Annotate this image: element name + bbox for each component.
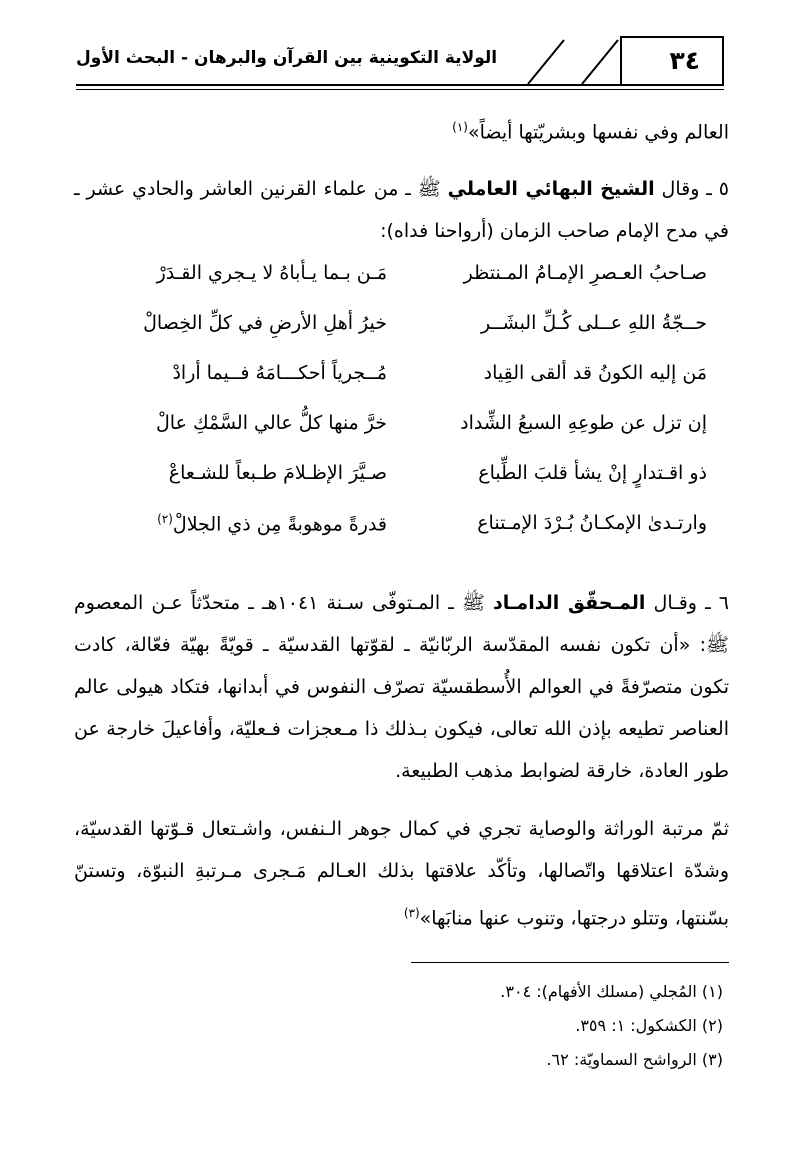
poem-verse	[87, 262, 707, 312]
verse-second-hemistich	[87, 512, 387, 535]
poem	[87, 262, 707, 562]
verse-second-hemistich: مَـن بـما يـأباهُ لا يـجري القـدَرْ	[156, 262, 387, 284]
paragraph-damad	[74, 582, 729, 792]
paragraph-bahai	[74, 168, 729, 252]
poem-verse	[87, 312, 707, 362]
hemistich-text: قدرةً موهوبةً مِن ذي الجلالْ	[172, 513, 387, 536]
footnote-separator	[411, 962, 729, 963]
footnote-ref: (١)	[452, 120, 468, 134]
footnote: (٢) الكشكول: ١: ٣٥٩.	[575, 1016, 723, 1035]
footnote: (١) المُجلي (مسلك الأفهام): ٣٠٤.	[500, 982, 723, 1001]
verse-first-hemistich: مَن إليه الكونُ قد ألقى القِياد	[483, 362, 707, 384]
running-title: الولاية التكوينية بين القرآن والبرهان - البحث الأول	[76, 48, 498, 68]
paragraph-text: ﷺ ـ المـتوفّى سـنة ١٠٤١هـ ـ متحدّثاً عـن المعصوم ﷺ: «أن تكون نفسه المقدّسة الربّانيّة ـ لقوّتها القدسيّة ـ قويّةً بهيّة فعّالة، كادت تكون متصرّفةً في العوالم الأُسطقسيّة تصرّف النفوس في أبدانها، فتكاد هيولى عالم العناصر تطيعه بإذن الله تعالى، فيكون بـذلك ذا مـعجزات فـعليّة، وأفاعيلَ خارجة عن طور العادة، خارقة لضوابط مذهب الطبيعة.	[74, 592, 729, 782]
paragraph-continuation	[74, 106, 729, 153]
verse-first-hemistich: ذو اقـتدارٍ إنْ يشأ قلبَ الطِّباع	[478, 462, 707, 484]
poem-verse	[87, 462, 707, 512]
poem-verse	[87, 412, 707, 462]
verse-second-hemistich: خرَّ منها كلُّ عالي السَّمْكِ عالْ	[155, 412, 387, 434]
verse-second-hemistich: مُــجرياً أحكـــامَهُ فــيما أرادْ	[172, 362, 387, 384]
verse-first-hemistich: إن تزل عن طوعِهِ السبعُ الشِّداد	[460, 412, 707, 434]
verse-first-hemistich: صـاحبُ العـصرِ الإمـامُ المـنتظر	[463, 262, 707, 284]
header-rule	[76, 84, 724, 86]
scholar-name: الشيخ البهائي العاملي	[447, 178, 655, 200]
footnote-ref: (٢)	[157, 512, 173, 526]
header-rule-thin	[76, 89, 724, 90]
footnotes	[323, 982, 723, 1084]
paragraph-prefix: ٥ ـ وقال	[654, 178, 729, 200]
paragraph-text: العالم وفي نفسها وبشريّتها أيضاً»	[467, 121, 729, 144]
footnote-ref: (٣)	[403, 906, 420, 920]
verse-second-hemistich: صـيَّرَ الإظـلامَ طـبعاً للشـعاعْ	[168, 462, 387, 484]
verse-first-hemistich: حــجّةُ اللهِ عــلى كُـلِّ البشَــر	[481, 312, 707, 334]
poem-verse	[87, 512, 707, 562]
paragraph-text: ﷺ ـ من علماء القرنين العاشر والحادي عشر ـ في مدح الإمام صاحب الزمان (أرواحنا فداه):	[74, 178, 729, 242]
poem-verse	[87, 362, 707, 412]
paragraph-succession	[74, 808, 729, 939]
paragraph-prefix: ٦ ـ وقـال	[645, 592, 729, 614]
verse-first-hemistich: وارتـدىٰ الإمكـانُ بُـرْدَ الإمـتناع	[477, 512, 707, 534]
scholar-name: المـحقّق الدامـاد	[493, 592, 646, 614]
footnote: (٣) الرواشح السماويّة: ٦٢.	[546, 1050, 723, 1069]
page-header	[76, 36, 724, 86]
page-number: ٣٤	[669, 46, 700, 75]
paragraph-text: ثمّ مرتبة الوراثة والوصاية تجري في كمال جوهر الـنفس، واشـتعال قـوّتها القدسيّة، وشدّة اعتلاقها واتّصالها، وتأكّد علاقتها بذلك العـالم مَـجرى مـرتبةِ النبوّة، وتستنّ بسّنتها، وتتلو درجتها، وتنوب عنها منابَها»	[74, 818, 729, 930]
verse-second-hemistich: خيرُ أهلِ الأرضِ في كلِّ الخِصالْ	[143, 312, 387, 334]
